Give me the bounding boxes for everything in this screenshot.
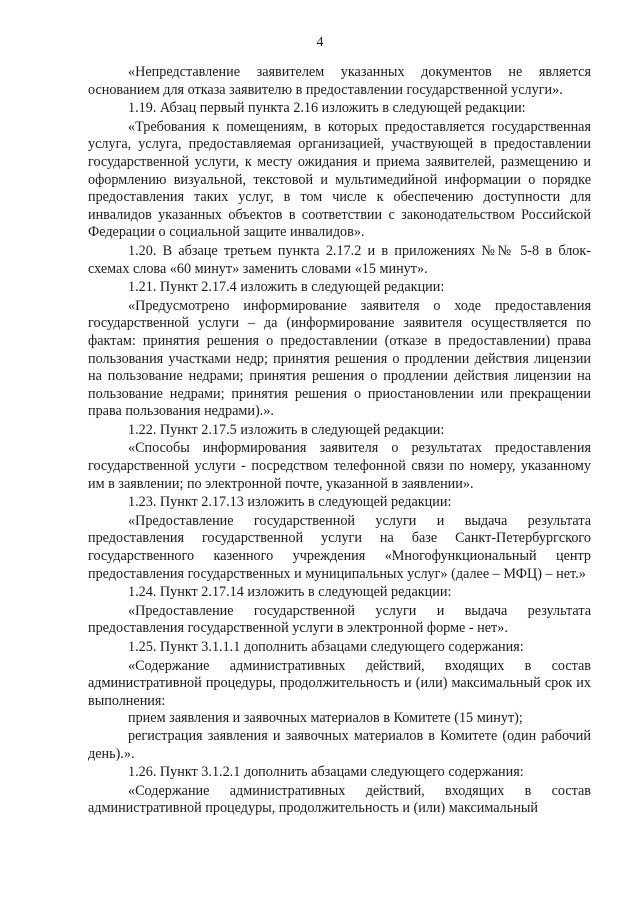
- paragraph-admin-actions: «Содержание административных действий, входящих в состав административной процедуры, продолжительность и (или) максимальный срок их выполнения:: [88, 657, 591, 709]
- paragraph-info-methods: «Способы информирования заявителя о результатах предоставления государственной услуги - посредством телефонной связи по номеру, указанному им в заявлении; по электронной почте, указанной в заявлении».: [88, 440, 591, 492]
- paragraph-admin-actions-2: «Содержание административных действий, входящих в состав административной процедуры, продолжительность и (или) максимальный: [88, 782, 591, 817]
- paragraph-item-1-26: 1.26. Пункт 3.1.2.1 дополнить абзацами следующего содержания:: [128, 764, 524, 781]
- paragraph-reception: прием заявления и заявочных материалов в Комитете (15 минут);: [128, 710, 523, 727]
- paragraph-informing: «Предусмотрено информирование заявителя о ходе предоставления государственной услуги – да (информирование заявителя осуществляется по фактам: принятия решения о предоставлении (отказе в предоставлении) права пользования участками недр; принятия решения о продлении действия лицензии на пользование недрами; принятия решения о продлении действия лицензии на пользование недрами; принятия решения о приостановлении или прекращении права пользования недрами).».: [88, 297, 591, 420]
- paragraph-item-1-24: 1.24. Пункт 2.17.14 изложить в следующей редакции:: [128, 584, 452, 601]
- page-number: 4: [316, 35, 324, 50]
- paragraph-item-1-25: 1.25. Пункт 3.1.1.1 дополнить абзацами следующего содержания:: [128, 639, 524, 655]
- paragraph-electronic-form: «Предоставление государственной услуги и выдача результата предоставления государственной услуги в электронной форме - нет».: [88, 602, 591, 637]
- paragraph-registration: регистрация заявления и заявочных материалов в Комитете (один рабочий день).».: [88, 727, 591, 762]
- paragraph-clause-closing: «Непредставление заявителем указанных документов не является основанием для отказа заявителю в предоставлении государственной услуги».: [88, 64, 591, 98]
- paragraph-item-1-20: 1.20. В абзаце третьем пункта 2.17.2 и в приложениях №№ 5-8 в блок-схемах слова «60 минут» заменить словами «15 минут».: [88, 242, 591, 277]
- paragraph-item-1-21: 1.21. Пункт 2.17.4 изложить в следующей редакции:: [128, 279, 445, 296]
- paragraph-requirements: «Требования к помещениям, в которых предоставляется государственная услуга, услуга, предоставляемая организацией, участвующей в предоставлении государственной услуги, к месту ожидания и приема заявителей, размещению и оформлению визуальной, текстовой и мультимедийной информации о порядке предоставления таких услуг, в том числе к обеспечению доступности для инвалидов указанных объектов в соответствии с законодательством Российской Федерации о социальной защите инвалидов».: [88, 118, 591, 241]
- paragraph-item-1-22: 1.22. Пункт 2.17.5 изложить в следующей редакции:: [128, 421, 445, 438]
- paragraph-item-1-19: 1.19. Абзац первый пункта 2.16 изложить в следующей редакции:: [128, 100, 526, 117]
- document-body: [88, 64, 591, 818]
- paragraph-item-1-23: 1.23. Пункт 2.17.13 изложить в следующей редакции:: [128, 494, 452, 511]
- paragraph-mfc: «Предоставление государственной услуги и выдача результата предоставления государственной услуги на базе Санкт-Петербургского государственного казенного учреждения «Многофункциональный центр предоставления государственных и муниципальных услуг» (далее – МФЦ) – нет.»: [88, 512, 591, 582]
